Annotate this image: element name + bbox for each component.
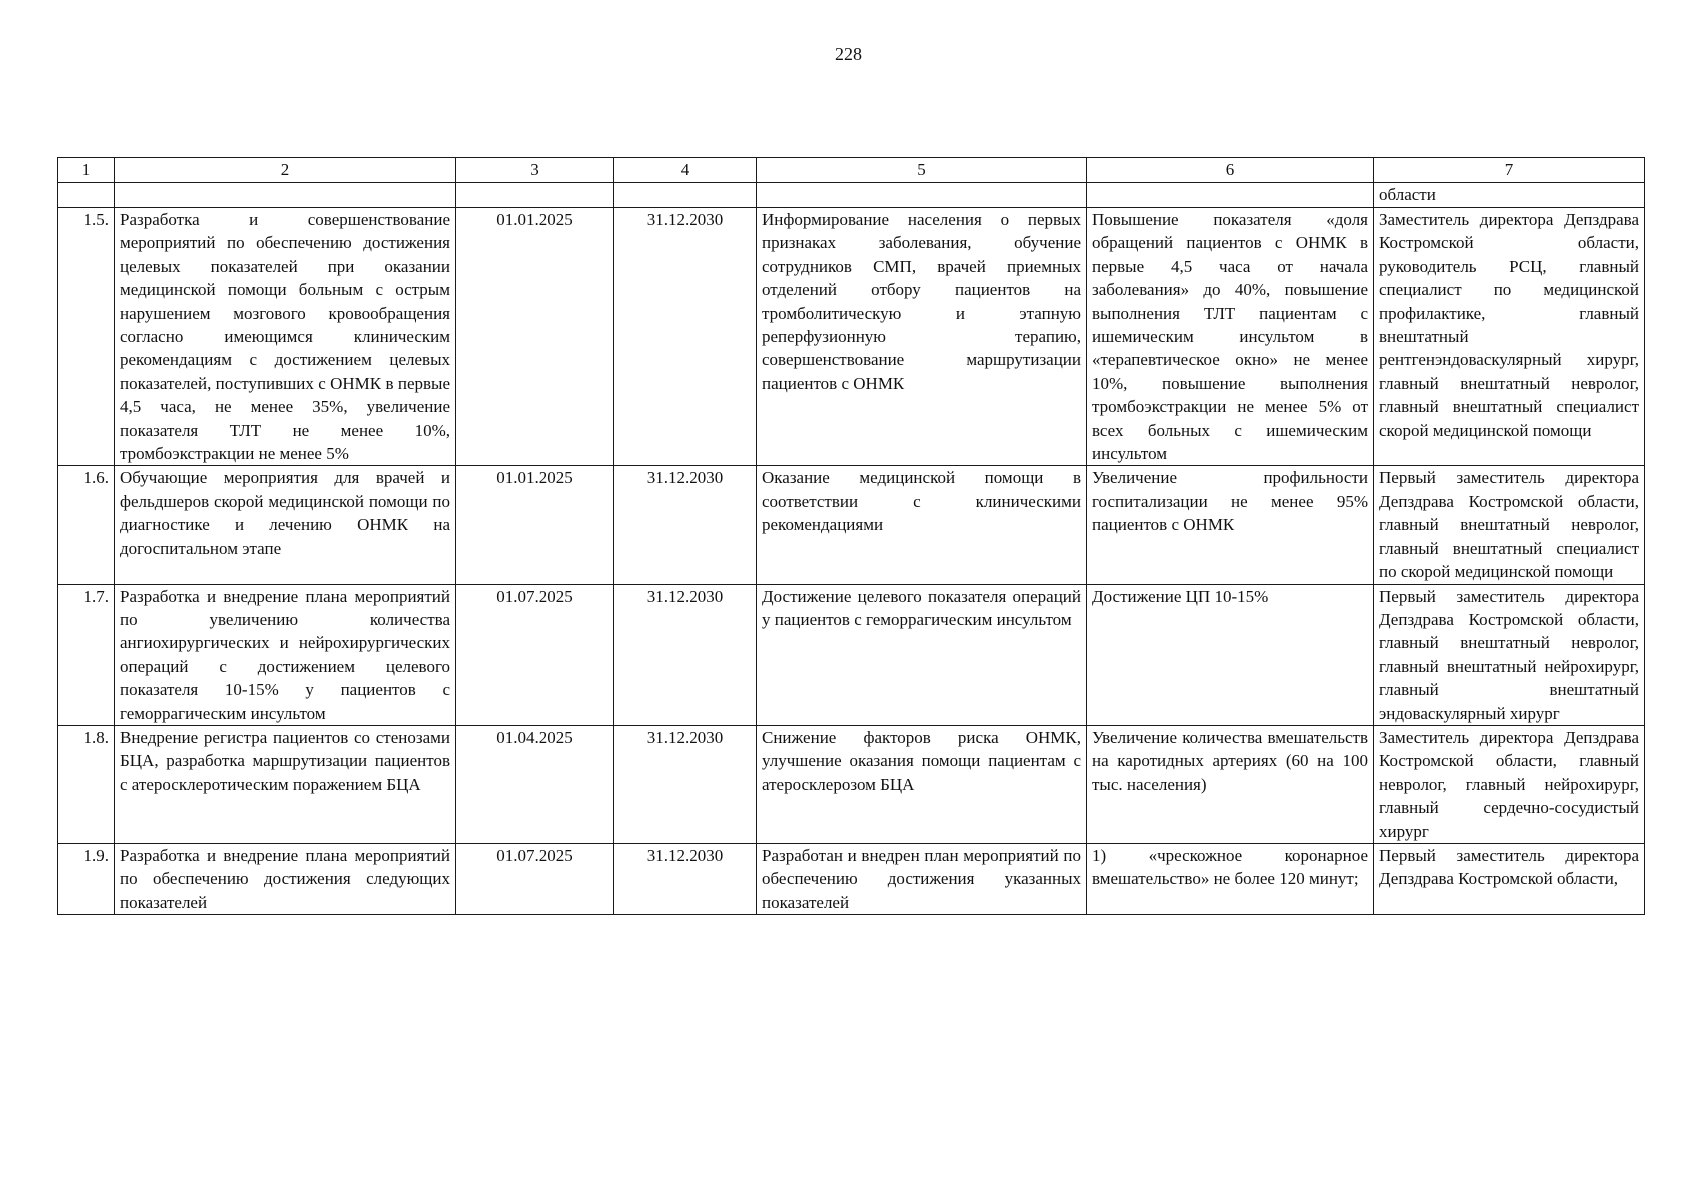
cell-end-date: 31.12.2030 xyxy=(614,466,757,584)
cell-activity: Разработка и внедрение плана мероприятий по обеспечению достижения следующих показателей xyxy=(115,843,456,914)
cell-result: Увеличение количества вмешательств на каротидных артериях (60 на 100 тыс. населения) xyxy=(1087,725,1374,843)
column-header: 5 xyxy=(757,158,1087,183)
column-number-row xyxy=(58,158,1645,183)
column-header: 3 xyxy=(456,158,614,183)
column-header: 1 xyxy=(58,158,115,183)
cell-description: Разработан и внедрен план мероприятий по обеспечению достижения указанных показателей xyxy=(757,843,1087,914)
table-row xyxy=(58,584,1645,725)
cell-responsible: Заместитель директора Депздрава Костромской области, главный невролог, главный нейрохирург, главный сердечно-сосудистый хирург xyxy=(1374,725,1645,843)
cell-end-date: 31.12.2030 xyxy=(614,843,757,914)
cell-result: Увеличение профильности госпитализации не менее 95% пациентов с ОНМК xyxy=(1087,466,1374,584)
cell-result: Повышение показателя «доля обращений пациентов с ОНМК в первые 4,5 часа от начала заболевания» до 40%, повышение выполнения ТЛТ пациентам с ишемическим инсультом в «терапевтическое окно» не менее 10%, повышение выполнения тромбоэкстракции не менее 5% от всех больных с ишемическим инсультом xyxy=(1087,208,1374,466)
cell-start-date: 01.07.2025 xyxy=(456,843,614,914)
cell-number: 1.7. xyxy=(58,584,115,725)
cell-description xyxy=(757,183,1087,208)
cell-end-date xyxy=(614,183,757,208)
cell-activity: Внедрение регистра пациентов со стенозами БЦА, разработка маршрутизации пациентов с атеросклеротическим поражением БЦА xyxy=(115,725,456,843)
column-header: 2 xyxy=(115,158,456,183)
cell-responsible: Первый заместитель директора Депздрава Костромской области, главный внештатный невролог, главный внештатный специалист по скорой медицинской помощи xyxy=(1374,466,1645,584)
cell-start-date: 01.04.2025 xyxy=(456,725,614,843)
cell-responsible: области xyxy=(1374,183,1645,208)
cell-end-date: 31.12.2030 xyxy=(614,725,757,843)
cell-start-date: 01.07.2025 xyxy=(456,584,614,725)
table-row xyxy=(58,843,1645,914)
cell-end-date: 31.12.2030 xyxy=(614,208,757,466)
cell-responsible: Первый заместитель директора Депздрава Костромской области, xyxy=(1374,843,1645,914)
table-row xyxy=(58,725,1645,843)
cell-number: 1.9. xyxy=(58,843,115,914)
cell-activity: Обучающие мероприятия для врачей и фельдшеров скорой медицинской помощи по диагностике и лечению ОНМК на догоспитальном этапе xyxy=(115,466,456,584)
table-row xyxy=(58,208,1645,466)
cell-activity: Разработка и внедрение плана мероприятий по увеличению количества ангиохирургических и нейрохирургических операций с достижением целевого показателя 10-15% у пациентов с геморрагическим инсультом xyxy=(115,584,456,725)
cell-end-date: 31.12.2030 xyxy=(614,584,757,725)
cell-result xyxy=(1087,183,1374,208)
cell-description: Информирование населения о первых признаках заболевания, обучение сотрудников СМП, врачей приемных отделений отбору пациентов на тромболитическую и этапную реперфузионную терапию, совершенствование маршрутизации пациентов с ОНМК xyxy=(757,208,1087,466)
cell-result: 1) «чрескожное коронарное вмешательство» не более 120 минут; xyxy=(1087,843,1374,914)
cell-number xyxy=(58,183,115,208)
cell-activity: Разработка и совершенствование мероприятий по обеспечению достижения целевых показателей при оказании медицинской помощи больным с острым нарушением мозгового кровообращения согласно имеющимся клиническим рекомендациям с достижением целевых показателей, поступивших с ОНМК в первые 4,5 часа, не менее 35%, увеличение показателя ТЛТ не менее 10%, тромбоэкстракции не менее 5% xyxy=(115,208,456,466)
cell-description: Снижение факторов риска ОНМК, улучшение оказания помощи пациентам с атеросклерозом БЦА xyxy=(757,725,1087,843)
cell-description: Достижение целевого показателя операций у пациентов с геморрагическим инсультом xyxy=(757,584,1087,725)
cell-number: 1.5. xyxy=(58,208,115,466)
column-header: 7 xyxy=(1374,158,1645,183)
cell-responsible: Заместитель директора Депздрава Костромской области, руководитель РСЦ, главный специалист по медицинской профилактике, главный внештатный рентгенэндоваскулярный хирург, главный внештатный невролог, главный внештатный специалист скорой медицинской помощи xyxy=(1374,208,1645,466)
cell-number: 1.6. xyxy=(58,466,115,584)
cell-result: Достижение ЦП 10-15% xyxy=(1087,584,1374,725)
column-header: 6 xyxy=(1087,158,1374,183)
cell-start-date xyxy=(456,183,614,208)
cell-description: Оказание медицинской помощи в соответствии с клиническими рекомендациями xyxy=(757,466,1087,584)
cell-activity xyxy=(115,183,456,208)
page-number: 228 xyxy=(835,44,862,64)
column-header: 4 xyxy=(614,158,757,183)
measures-table xyxy=(57,157,1645,915)
cell-start-date: 01.01.2025 xyxy=(456,208,614,466)
cell-number: 1.8. xyxy=(58,725,115,843)
cell-responsible: Первый заместитель директора Депздрава Костромской области, главный внештатный невролог, главный внештатный нейрохирург, главный внештатный эндоваскулярный хирург xyxy=(1374,584,1645,725)
cell-start-date: 01.01.2025 xyxy=(456,466,614,584)
table-row xyxy=(58,466,1645,584)
continuation-row xyxy=(58,183,1645,208)
